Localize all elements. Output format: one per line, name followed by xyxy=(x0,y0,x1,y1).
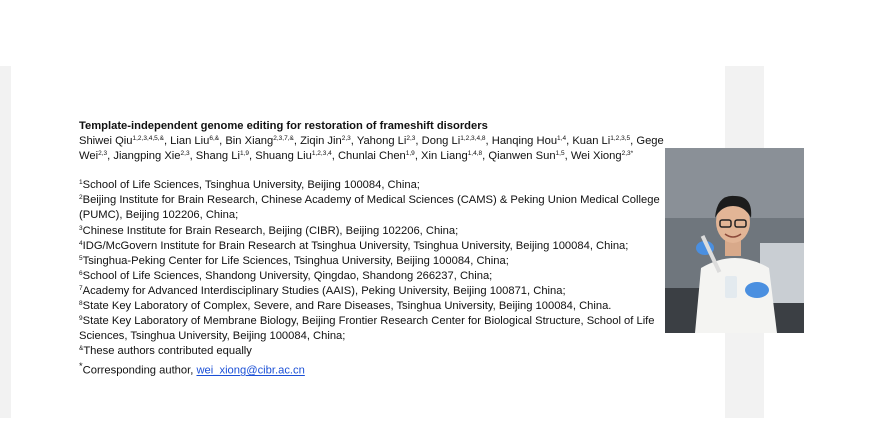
affiliation-item xyxy=(79,269,669,284)
author-name: Ziqin Jin xyxy=(300,135,342,148)
affiliation-item xyxy=(79,284,669,299)
affiliation-item xyxy=(79,239,669,254)
affiliation-mark: 5 xyxy=(79,254,83,262)
affiliation-text: State Key Laboratory of Membrane Biology, Beijing Frontier Research Center for Biological Structure, School of Life Sciences, Tsinghua University, Beijing 100084, China; xyxy=(79,315,655,343)
author-separator: , xyxy=(414,150,422,163)
author-name: Shang Li xyxy=(195,150,240,163)
affiliation-mark: 1 xyxy=(79,179,83,187)
author-separator: , xyxy=(482,150,489,163)
author-affiliation-marks: 2,3,7,& xyxy=(273,135,294,143)
corresponding-author-line xyxy=(79,359,669,379)
author-name: Lian Liu xyxy=(170,135,210,148)
author-name: Gege Wei xyxy=(79,135,664,163)
affiliation-text: State Key Laboratory of Complex, Severe, and Rare Diseases, Tsinghua University, Beijing 100084, China. xyxy=(82,300,612,313)
affiliation-text: Tsinghua-Peking Center for Life Sciences, Tsinghua University, Beijing 100084, China; xyxy=(82,254,509,267)
corresponding-mark: * xyxy=(79,361,83,372)
affiliation-item xyxy=(79,299,669,314)
affiliation-text: These authors contributed equally xyxy=(83,345,252,358)
author-name: Xin Liang xyxy=(421,150,468,163)
affiliation-mark: 4 xyxy=(79,239,83,247)
author-photo xyxy=(665,148,804,333)
author-separator: , xyxy=(415,135,422,148)
affiliation-text: Beijing Institute for Brain Research, Chinese Academy of Medical Sciences (CAMS) & Peking Union Medical College (PUMC), Beijing 102206, China; xyxy=(79,194,660,222)
author-name: Chunlai Chen xyxy=(337,150,406,163)
author-affiliation-marks: 1,2,3,4 xyxy=(311,150,332,158)
author-affiliation-marks: 1,2,3,4,5,& xyxy=(132,135,164,143)
author-separator: , xyxy=(163,135,171,148)
author-separator: , xyxy=(566,135,573,148)
author-name: Kuan Li xyxy=(572,135,611,148)
author-separator: , xyxy=(630,135,637,148)
author-separator: , xyxy=(107,150,114,163)
author-separator: , xyxy=(189,150,196,163)
author-affiliation-marks: 1,9 xyxy=(239,150,250,158)
author-separator: , xyxy=(485,135,492,148)
author-affiliation-marks: 2,3 xyxy=(406,135,416,143)
affiliation-text: Chinese Institute for Brain Research, Beijing (CIBR), Beijing 102206, China; xyxy=(82,224,459,237)
author-affiliation-marks: 1,5 xyxy=(555,150,565,158)
author-separator: , xyxy=(331,150,338,163)
spacer xyxy=(79,164,669,178)
author-name: Bin Xiang xyxy=(225,135,274,148)
affiliation-text: Academy for Advanced Interdisciplinary Studies (AAIS), Peking University, Beijing 100871, China; xyxy=(82,284,566,297)
affiliation-list xyxy=(79,178,669,359)
author-name: Wei Xiong xyxy=(570,150,622,163)
affiliation-mark: 7 xyxy=(79,284,83,292)
affiliation-item xyxy=(79,224,669,239)
author-affiliation-marks: 1,4 xyxy=(557,135,567,143)
author-name: Shuang Liu xyxy=(255,150,312,163)
affiliation-item xyxy=(79,178,669,193)
paper-title: Template-independent genome editing for restoration of frameshift disorders xyxy=(79,120,488,132)
author-name: Qianwen Sun xyxy=(488,150,556,163)
author-affiliation-marks: 1,2,3,5 xyxy=(610,135,631,143)
affiliation-mark: 8 xyxy=(79,300,83,308)
author-separator: , xyxy=(564,150,571,163)
affiliation-mark: 9 xyxy=(79,315,83,323)
affiliation-mark: 6 xyxy=(79,269,83,277)
author-affiliation-marks: 2,3 xyxy=(341,135,351,143)
affiliation-item xyxy=(79,314,669,344)
author-photo-image xyxy=(665,148,804,333)
author-separator: , xyxy=(219,135,226,148)
author-name: Dong Li xyxy=(421,135,461,148)
photo-glove-right xyxy=(745,282,769,298)
author-affiliation-marks: 6,& xyxy=(209,135,220,143)
author-affiliation-marks: 2,3* xyxy=(621,150,634,158)
author-affiliation-marks: 1,4,8 xyxy=(467,150,483,158)
document-page xyxy=(79,119,669,379)
affiliation-item xyxy=(79,344,669,359)
author-name: Jiangping Xie xyxy=(113,150,181,163)
author-name: Shiwei Qiu xyxy=(79,135,133,148)
author-affiliation-marks: 1,2,3,4,8 xyxy=(460,135,486,143)
affiliation-text: IDG/McGovern Institute for Brain Research at Tsinghua University, Tsinghua University, Beijing 100084, China; xyxy=(82,239,629,252)
author-separator: , xyxy=(350,135,357,148)
affiliation-item xyxy=(79,254,669,269)
author-list xyxy=(79,134,669,164)
author-affiliation-marks: 2,3 xyxy=(180,150,190,158)
affiliation-mark: 2 xyxy=(79,194,83,202)
corresponding-email-link[interactable]: wei_xiong@cibr.ac.cn xyxy=(196,365,305,378)
author-affiliation-marks: 1,9 xyxy=(405,150,415,158)
affiliation-text: School of Life Sciences, Shandong University, Qingdao, Shandong 266237, China; xyxy=(82,269,493,282)
author-separator: , xyxy=(293,135,301,148)
author-name: Yahong Li xyxy=(356,135,407,148)
affiliation-text: School of Life Sciences, Tsinghua University, Beijing 100084, China; xyxy=(82,179,420,192)
affiliation-mark: 3 xyxy=(79,224,83,232)
left-gutter xyxy=(0,66,11,418)
corresponding-label: Corresponding author, xyxy=(82,365,197,378)
author-separator: , xyxy=(249,150,256,163)
author-affiliation-marks: 2,3 xyxy=(98,150,108,158)
author-name: Hanqing Hou xyxy=(491,135,558,148)
photo-glass-beaker xyxy=(725,276,737,298)
affiliation-item xyxy=(79,193,669,223)
affiliation-mark: & xyxy=(79,345,84,353)
